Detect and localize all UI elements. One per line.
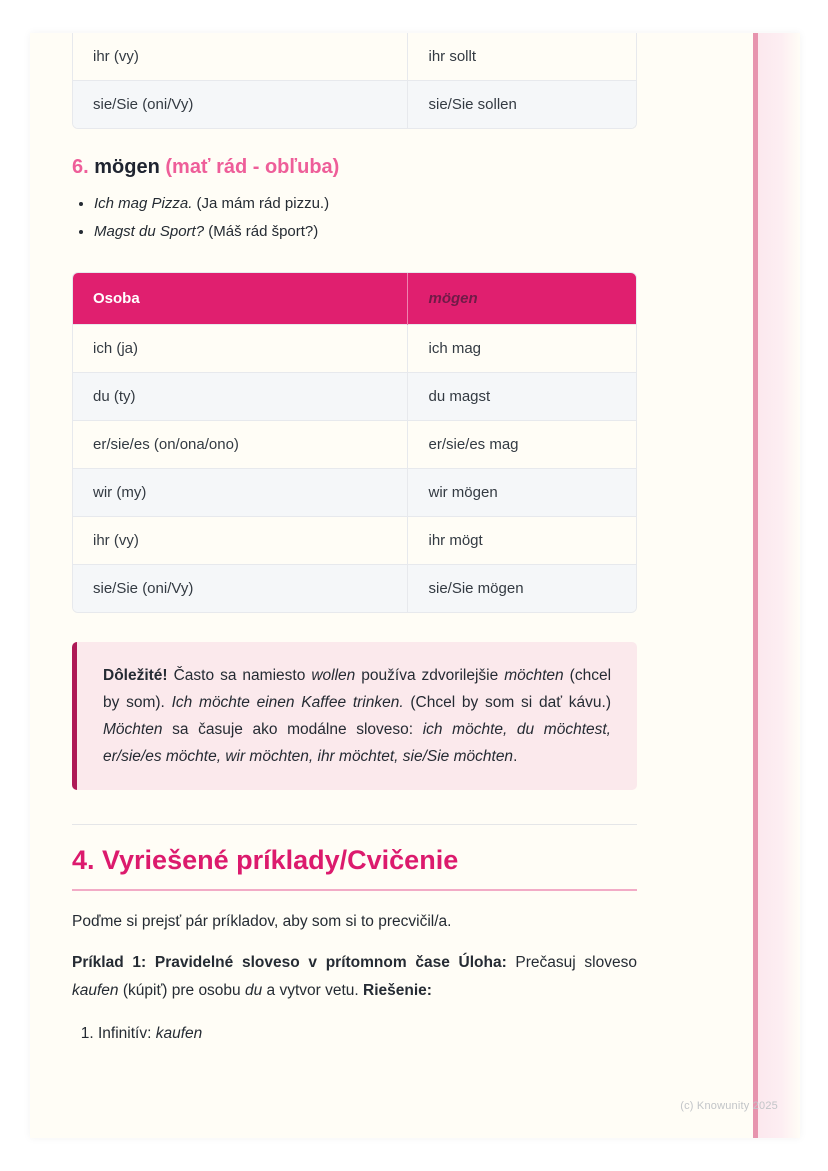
table-row bbox=[73, 469, 636, 517]
table-row bbox=[73, 421, 636, 469]
italic-text: kaufen bbox=[72, 982, 119, 999]
table-cell: du (ty) bbox=[73, 373, 408, 421]
moegen-conjugation-table bbox=[72, 272, 637, 613]
table-cell: ich (ja) bbox=[73, 325, 408, 373]
table-row bbox=[73, 373, 636, 421]
text: používa zdvorilejšie bbox=[355, 667, 505, 684]
text: Často sa namiesto bbox=[167, 667, 312, 684]
table-cell: er/sie/es mag bbox=[408, 421, 636, 469]
page-edge-stripe bbox=[753, 33, 800, 1138]
table-row bbox=[73, 81, 636, 129]
table-cell: sie/Sie (oni/Vy) bbox=[73, 81, 408, 129]
copyright-note: (c) Knowunity 2025 bbox=[680, 1100, 778, 1112]
table-cell: du magst bbox=[408, 373, 636, 421]
text: Prečasuj sloveso bbox=[506, 954, 637, 971]
table-cell: er/sie/es (on/ona/ono) bbox=[73, 421, 408, 469]
section-heading-moegen bbox=[72, 156, 637, 179]
bold-text: Dôležité! bbox=[103, 667, 168, 684]
intro-paragraph: Poďme si prejsť pár príkladov, aby som si to precvičil/a. bbox=[72, 913, 452, 930]
italic-text: du bbox=[244, 982, 263, 999]
table-header bbox=[73, 273, 636, 325]
text: sa časuje ako modálne sloveso: bbox=[162, 721, 423, 738]
heading-verb: mögen bbox=[94, 156, 160, 178]
text: Osoba bbox=[93, 290, 140, 307]
page-content bbox=[30, 33, 637, 1043]
table-cell: ihr (vy) bbox=[73, 517, 408, 565]
italic-text: mögen bbox=[428, 290, 478, 307]
italic-text: Magst du Sport? bbox=[94, 223, 205, 240]
table-cell: sie/Sie (oni/Vy) bbox=[73, 565, 408, 613]
table-cell: ihr mögt bbox=[408, 517, 636, 565]
example1-paragraph bbox=[72, 949, 637, 1005]
bold-text: Riešenie: bbox=[363, 982, 432, 999]
section-divider bbox=[72, 824, 637, 825]
table-row bbox=[73, 517, 636, 565]
italic-text: Ich mag Pizza. bbox=[94, 195, 193, 212]
table-row bbox=[73, 325, 636, 373]
text: (Chcel by som si dať kávu.) bbox=[403, 694, 611, 711]
text: (Máš rád šport?) bbox=[204, 223, 319, 240]
column-header-moegen bbox=[408, 273, 636, 325]
table-cell: sie/Sie mögen bbox=[408, 565, 636, 613]
table-cell: sie/Sie sollen bbox=[408, 81, 636, 129]
important-callout bbox=[72, 642, 637, 790]
sollen-conjugation-table bbox=[72, 33, 637, 129]
list-item bbox=[94, 223, 637, 240]
example-list bbox=[72, 195, 637, 240]
heading-number: 6. bbox=[72, 156, 95, 178]
text: Infinitív: bbox=[98, 1025, 156, 1042]
italic-text: kaufen bbox=[155, 1025, 203, 1042]
table-cell: wir mögen bbox=[408, 469, 636, 517]
document-page bbox=[30, 33, 800, 1138]
solution-steps bbox=[72, 1025, 637, 1043]
table-cell: ihr (vy) bbox=[73, 33, 408, 81]
italic-text: möchten bbox=[504, 667, 564, 684]
text: . bbox=[513, 748, 518, 765]
table-row bbox=[73, 33, 636, 81]
table-cell: ihr sollt bbox=[428, 48, 476, 65]
text: a vytvor vetu. bbox=[262, 982, 364, 999]
text: (chcel by som). bbox=[103, 667, 612, 711]
italic-text: Ich möchte einen Kaffee trinken. bbox=[171, 694, 404, 711]
table-header-row bbox=[73, 273, 636, 325]
italic-text: wollen bbox=[311, 667, 356, 684]
table-row bbox=[73, 565, 636, 613]
text: (Ja mám rád pizzu.) bbox=[192, 195, 330, 212]
list-item bbox=[94, 195, 637, 212]
page-title: 4. Vyriešené príklady/Cvičenie bbox=[72, 845, 637, 891]
column-header-osoba bbox=[73, 273, 408, 325]
italic-text: Möchten bbox=[103, 721, 163, 738]
list-item bbox=[98, 1025, 637, 1043]
heading-translation: (mať rád - obľuba) bbox=[159, 156, 340, 178]
bold-text: Príklad 1: Pravidelné sloveso v prítomnom čase Úloha: bbox=[72, 954, 507, 971]
table-cell: ich mag bbox=[408, 325, 636, 373]
text: (kúpiť) pre osobu bbox=[118, 982, 245, 999]
table-cell: wir (my) bbox=[73, 469, 408, 517]
italic-text: ich möchte, du möchtest, er/sie/es möchte, wir möchten, ihr möchtet, sie/Sie möchten bbox=[103, 721, 611, 765]
